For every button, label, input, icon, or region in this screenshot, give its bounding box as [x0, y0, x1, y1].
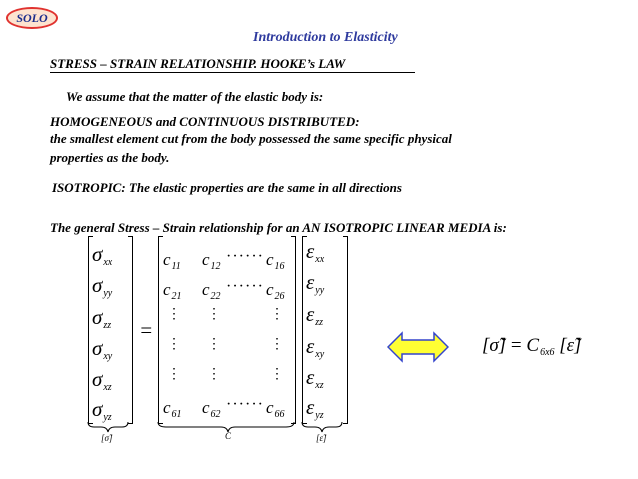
c-12: $c_{12}$ — [202, 250, 221, 272]
col2-vdots-a: ⋮ — [207, 307, 221, 322]
underbraces — [86, 420, 356, 434]
col3-vdots-a: ⋮ — [270, 307, 284, 322]
eq-sub: 6x6 — [540, 347, 555, 358]
eq-sigma: [σ̃] — [482, 335, 507, 356]
col3-vdots-b: ⋮ — [270, 337, 284, 352]
eq-eps: [ε̃] — [559, 335, 582, 356]
c-26: $c_{26}$ — [266, 280, 285, 302]
col1-vdots-c: ⋮ — [167, 367, 181, 382]
eps-yy: $\varepsilon_{yy}$ — [306, 270, 325, 296]
col2-vdots-c: ⋮ — [207, 367, 221, 382]
sigma-brace-label: [σ̃] — [101, 433, 113, 443]
col1-vdots-a: ⋮ — [167, 307, 181, 322]
heading-underline — [50, 72, 415, 73]
description-line1: the smallest element cut from the body possessed the same specific physical — [50, 131, 452, 146]
col2-vdots-b: ⋮ — [207, 337, 221, 352]
equals-sign: = — [139, 318, 154, 342]
row2-ellipsis: ······ — [226, 278, 264, 295]
c-16: $c_{16}$ — [266, 250, 285, 272]
solo-badge — [6, 7, 58, 29]
c-22: $c_{22}$ — [202, 280, 221, 302]
eps-right-bracket — [343, 236, 348, 424]
description-line2: properties as the body. — [50, 150, 170, 165]
sigma-zz: $\sigma_{zz}$ — [92, 305, 112, 331]
compact-equation — [482, 335, 582, 358]
eps-zz: $\varepsilon_{zz}$ — [306, 302, 324, 328]
c-brace-label: C — [225, 431, 232, 441]
double-arrow-icon — [387, 331, 449, 363]
col3-vdots-c: ⋮ — [270, 367, 284, 382]
c-61: $c_{61}$ — [163, 398, 182, 420]
eps-yz: $\varepsilon_{yz}$ — [306, 395, 324, 421]
c-66: $c_{66}$ — [266, 398, 285, 420]
eps-brace-label: [ε̃] — [316, 433, 327, 443]
c-62: $c_{62}$ — [202, 398, 221, 420]
sigma-right-bracket — [128, 236, 133, 424]
badge-text: SOLO — [16, 10, 48, 25]
eps-xz: $\varepsilon_{xz}$ — [306, 365, 324, 391]
sigma-yz: $\sigma_{yz}$ — [92, 397, 112, 423]
c-11: $c_{11}$ — [163, 250, 181, 272]
eps-xx: $\varepsilon_{xx}$ — [306, 239, 325, 265]
eps-xy: $\varepsilon_{xy}$ — [306, 334, 325, 360]
homogeneous-text: HOMOGENEOUS and CONTINUOUS DISTRIBUTED: — [50, 114, 360, 129]
c-right-bracket — [291, 236, 296, 424]
eq-c: C — [526, 335, 540, 356]
row1-ellipsis: ······ — [226, 248, 264, 265]
sigma-xz: $\sigma_{xz}$ — [92, 367, 112, 393]
isotropic-text: ISOTROPIC: The elastic properties are the same in all directions — [52, 180, 402, 195]
assumption-text: We assume that the matter of the elastic body is: — [66, 89, 324, 104]
section-heading: STRESS – STRAIN RELATIONSHIP. HOOKE’s LAW — [50, 56, 346, 71]
col1-vdots-b: ⋮ — [167, 337, 181, 352]
c-21: $c_{21}$ — [163, 280, 182, 302]
sigma-xx: $\sigma_{xx}$ — [92, 242, 113, 268]
sigma-xy: $\sigma_{xy}$ — [92, 336, 113, 362]
eq-equals: = — [510, 335, 522, 356]
page-title: Introduction to Elasticity — [253, 30, 398, 45]
sigma-yy: $\sigma_{yy}$ — [92, 273, 113, 299]
general-relation-text: The general Stress – Strain relationship for an AN ISOTROPIC LINEAR MEDIA is: — [50, 220, 507, 235]
row6-ellipsis: ······ — [226, 396, 264, 413]
